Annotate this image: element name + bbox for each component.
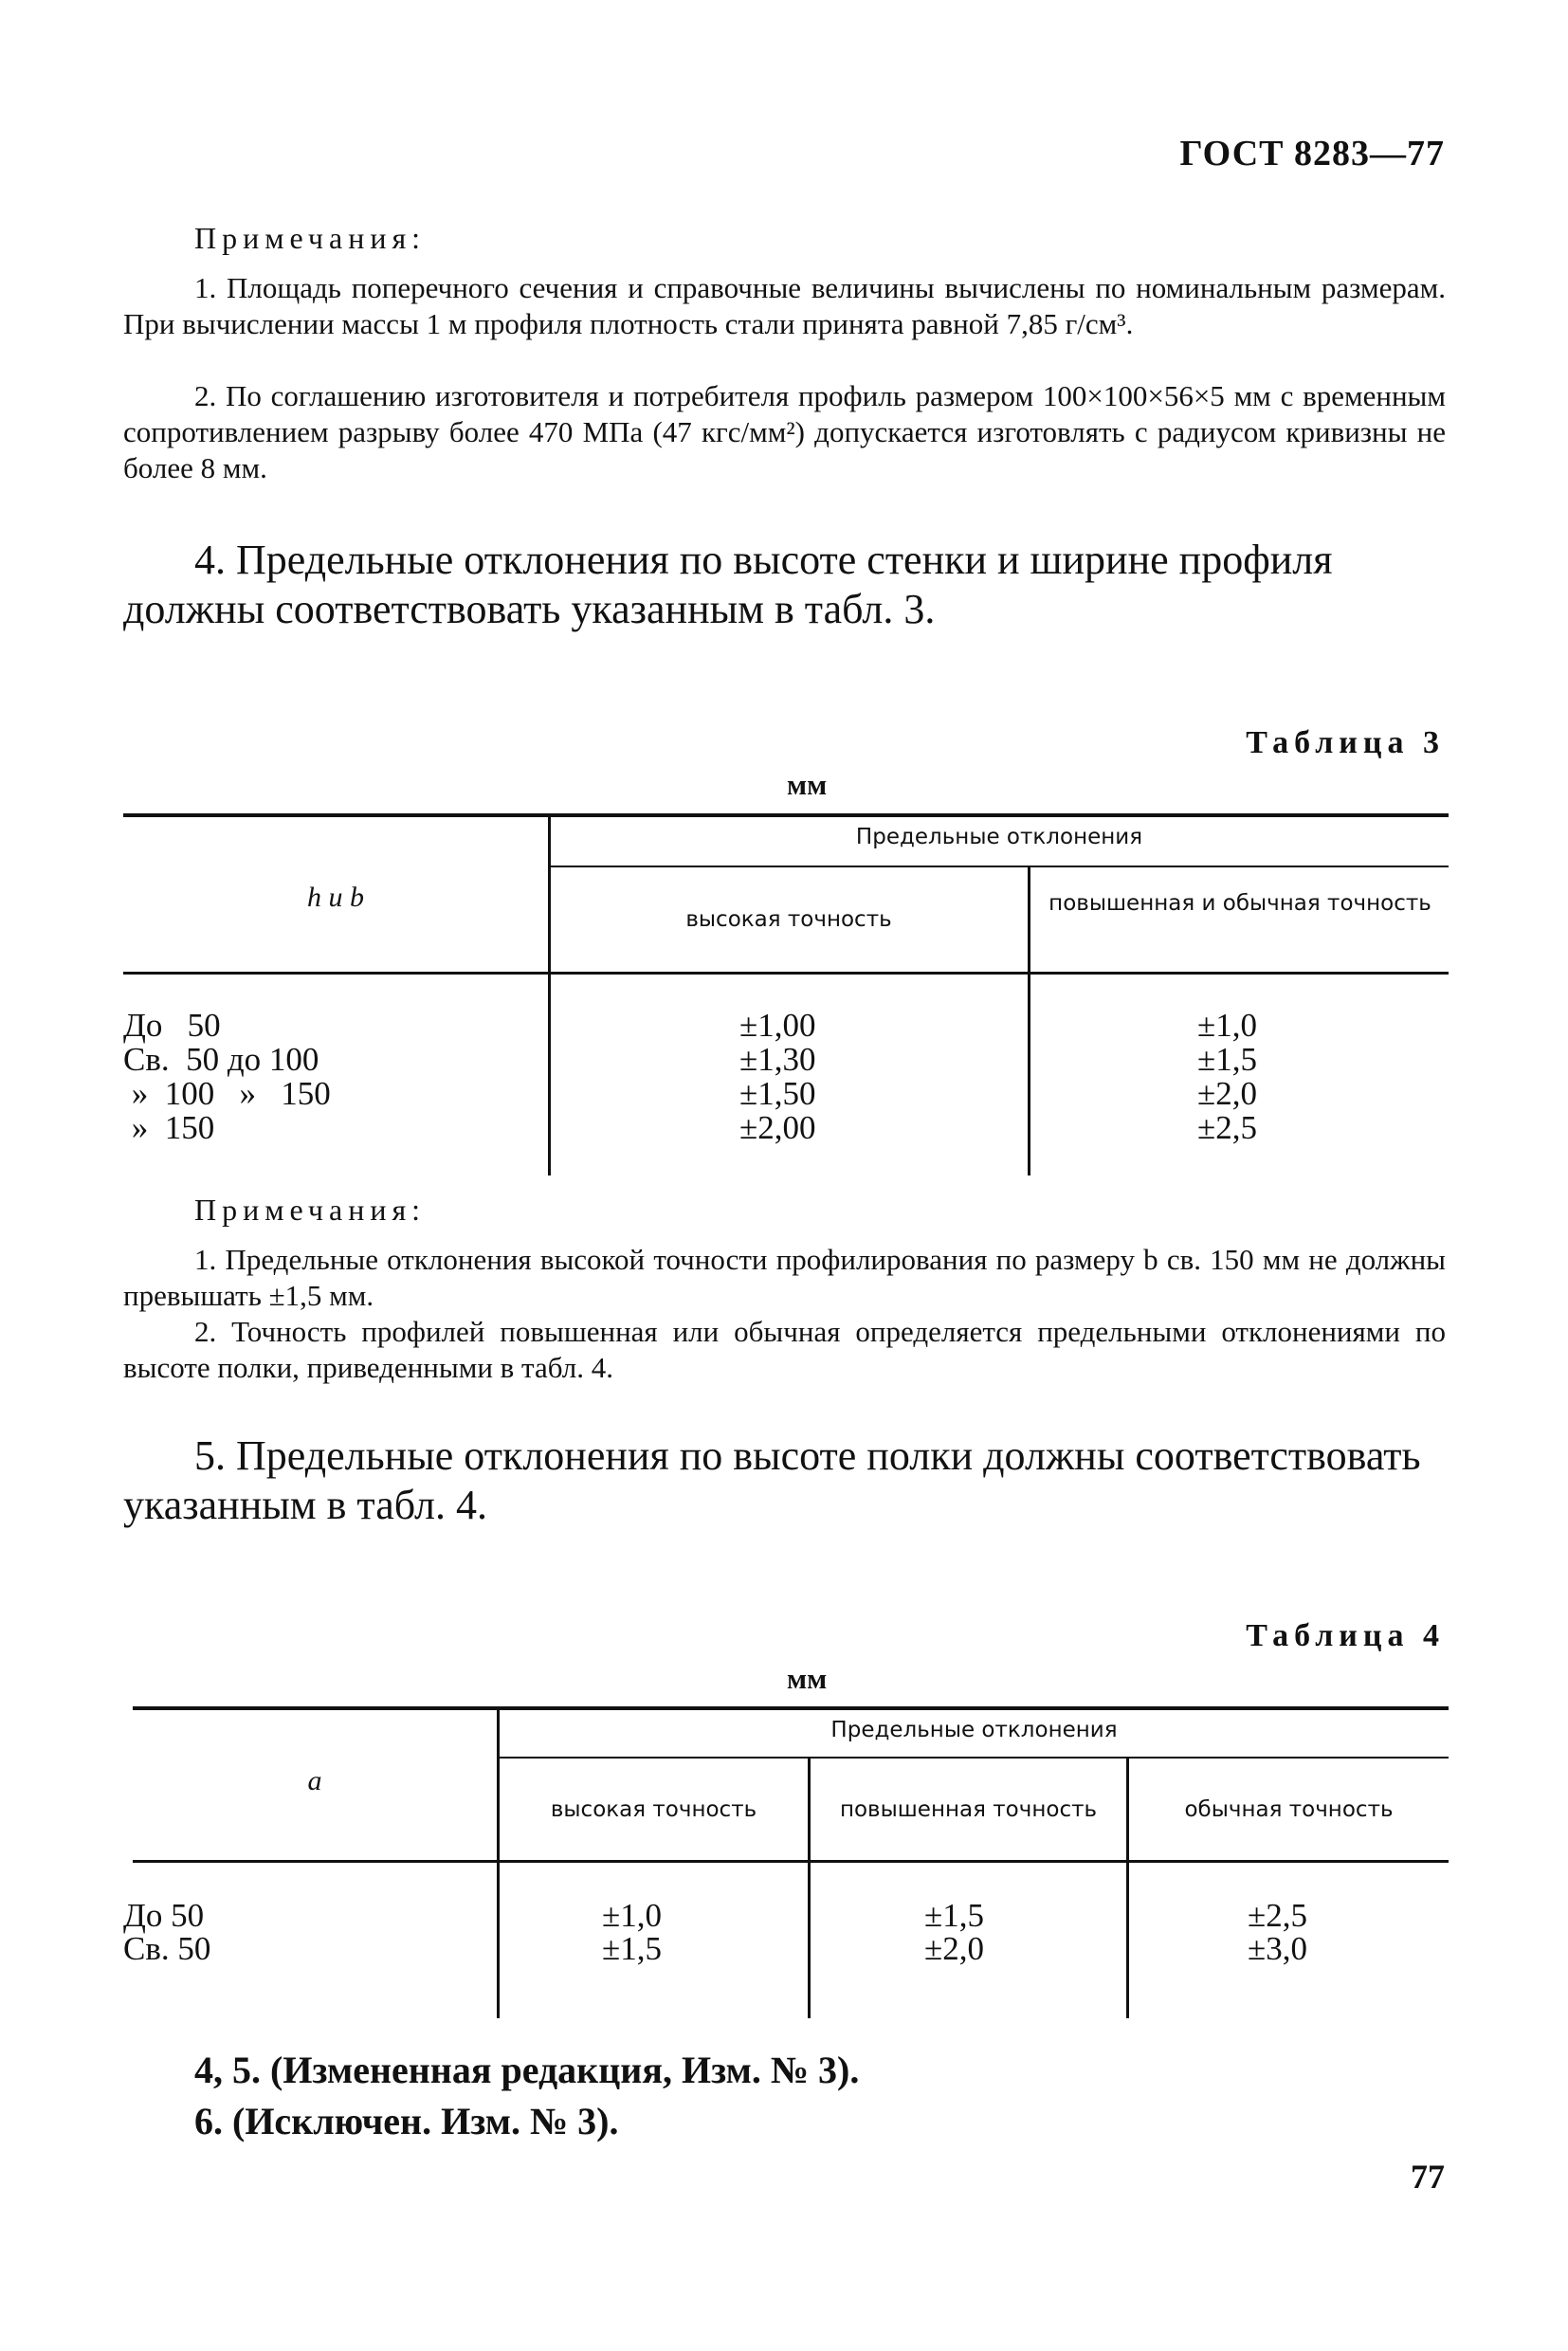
- column-header-h-and-b: h и b: [307, 882, 364, 913]
- column-header-increased-accuracy: повышенная точность: [839, 1797, 1098, 1822]
- table-cell: ±2,0: [1197, 1075, 1257, 1112]
- notes-title: Примечания:: [194, 221, 427, 255]
- table-cell: ±1,0: [1197, 1007, 1257, 1044]
- column-header-high-accuracy: высокая точность: [550, 1797, 757, 1822]
- notes-title: Примечания:: [194, 1193, 427, 1227]
- table-rule: [550, 866, 1449, 867]
- amendment-line: 6. (Исключен. Изм. № 3).: [194, 2100, 619, 2142]
- table-row-label: » 150: [123, 1109, 215, 1146]
- table-cell: ±2,5: [1197, 1109, 1257, 1146]
- table-cell: ±2,00: [739, 1109, 816, 1146]
- column-header-normal-accuracy: обычная точность: [1184, 1797, 1394, 1822]
- table-rule: [133, 1706, 1449, 1710]
- table-cell: ±1,50: [739, 1075, 816, 1112]
- column-header-high-accuracy: высокая точность: [685, 907, 892, 932]
- paragraph-5: 5. Предельные отклонения по высоте полки должны соответствовать указанным в табл. 4.: [123, 1432, 1421, 1528]
- table-rule: [123, 972, 1449, 975]
- table-cell: ±1,00: [739, 1007, 816, 1044]
- amendment-line: 4, 5. (Измененная редакция, Изм. № 3).: [194, 2049, 860, 2091]
- table-divider: [497, 1710, 500, 2018]
- page-number: 77: [1411, 2158, 1445, 2196]
- paragraph-4: 4. Предельные отклонения по высоте стенки и ширине профиля должны соответствовать указанным в табл. 3.: [123, 537, 1333, 632]
- table-divider: [548, 817, 551, 1176]
- table-cell: ±1,30: [739, 1041, 816, 1078]
- table-rule: [123, 813, 1449, 817]
- note-item: 2. Точность профилей повышенная или обычная определяется предельными отклонениями по высоте полки, приведенными в табл. 4.: [123, 1315, 1446, 1384]
- table-rule: [133, 1860, 1449, 1863]
- note-item: 1. Предельные отклонения высокой точности профилирования по размеру b св. 150 мм не должны превышать ±1,5 мм.: [123, 1243, 1446, 1312]
- table-cell: ±1,5: [1197, 1041, 1257, 1078]
- column-header-a: a: [307, 1765, 322, 1796]
- column-group-header: Предельные отклонения: [830, 1718, 1118, 1742]
- note-item: 1. Площадь поперечного сечения и справочные величины вычислены по номинальным размерам. При вычислении массы 1 м профиля плотность стали принята равной 7,85 г/см³.: [123, 271, 1446, 340]
- table-row-label: Св. 50: [123, 1930, 211, 1967]
- table-row-label: » 100 » 150: [123, 1075, 331, 1112]
- table-divider: [1028, 867, 1030, 1176]
- table-row-label: Св. 50 до 100: [123, 1041, 319, 1078]
- table-cell: ±2,0: [924, 1930, 984, 1967]
- table-3-unit: мм: [787, 768, 828, 801]
- table-cell: ±3,0: [1248, 1930, 1307, 1967]
- note-item: 2. По соглашению изготовителя и потребителя профиль размером 100×100×56×5 мм с временным сопротивлением разрыву более 470 МПа (47 кгс/мм²) допускается изготовлять с радиусом кривизны не более 8 мм.: [123, 379, 1446, 484]
- table-4-unit: мм: [787, 1662, 828, 1695]
- document-header: ГОСТ 8283—77: [1179, 134, 1445, 173]
- table-cell: ±2,5: [1248, 1897, 1307, 1934]
- table-cell: ±1,5: [602, 1930, 662, 1967]
- table-row-label: До 50: [123, 1007, 221, 1044]
- table-row-label: До 50: [123, 1897, 205, 1934]
- table-cell: ±1,5: [924, 1897, 984, 1934]
- column-group-header: Предельные отклонения: [855, 825, 1143, 849]
- table-3-title: Таблица 3: [1246, 725, 1445, 760]
- table-cell: ±1,0: [602, 1897, 662, 1934]
- column-header-increased-normal-accuracy: повышенная и обычная точность: [1048, 891, 1431, 916]
- table-4-title: Таблица 4: [1246, 1618, 1445, 1653]
- table-rule: [500, 1757, 1449, 1759]
